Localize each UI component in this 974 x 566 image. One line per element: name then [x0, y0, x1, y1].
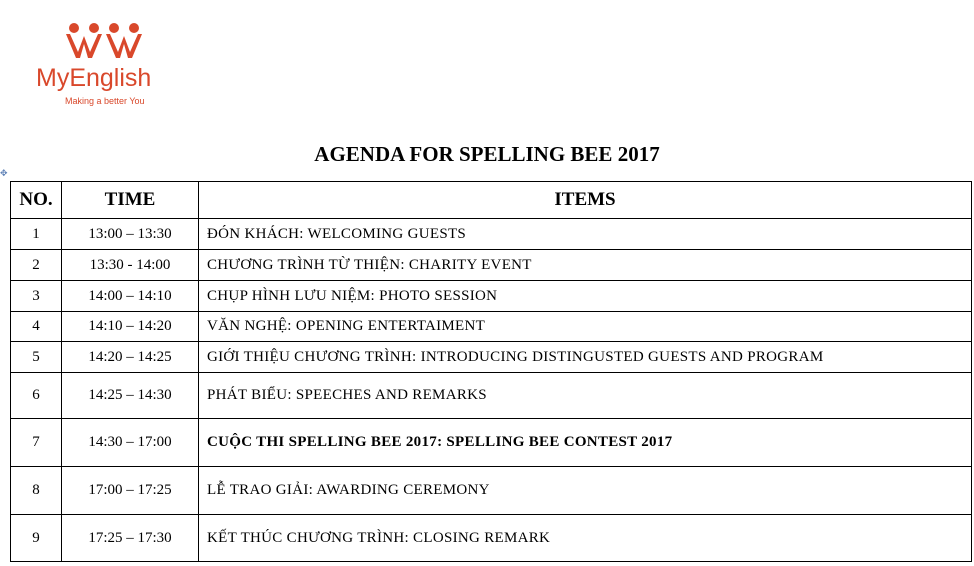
row-time: 13:00 – 13:30 — [62, 219, 199, 250]
row-time: 14:00 – 14:10 — [62, 281, 199, 312]
row-number: 6 — [11, 373, 62, 419]
row-item: CHƯƠNG TRÌNH TỪ THIỆN: CHARITY EVENT — [199, 250, 972, 281]
row-time: 13:30 - 14:00 — [62, 250, 199, 281]
table-row — [11, 219, 972, 250]
table-row — [11, 467, 972, 515]
row-item: PHÁT BIỂU: SPEECHES AND REMARKS — [199, 373, 972, 419]
row-time: 14:30 – 17:00 — [62, 419, 199, 467]
row-time: 14:10 – 14:20 — [62, 312, 199, 342]
myenglish-logo — [36, 22, 176, 112]
row-time: 14:20 – 14:25 — [62, 342, 199, 373]
row-item: VĂN NGHỆ: OPENING ENTERTAIMENT — [199, 312, 972, 342]
row-time: 17:25 – 17:30 — [62, 515, 199, 562]
row-item: GIỚI THIỆU CHƯƠNG TRÌNH: INTRODUCING DISTINGUSTED GUESTS AND PROGRAM — [199, 342, 972, 373]
row-item: CUỘC THI SPELLING BEE 2017: SPELLING BEE CONTEST 2017 — [199, 419, 972, 467]
row-item: CHỤP HÌNH LƯU NIỆM: PHOTO SESSION — [199, 281, 972, 312]
table-row — [11, 515, 972, 562]
table-row — [11, 281, 972, 312]
header-time: TIME — [62, 182, 199, 219]
row-item: LỄ TRAO GIẢI: AWARDING CEREMONY — [199, 467, 972, 515]
row-number: 7 — [11, 419, 62, 467]
brand-tagline: Making a better You — [65, 96, 145, 106]
document-title: AGENDA FOR SPELLING BEE 2017 — [314, 142, 660, 166]
header-items: ITEMS — [199, 182, 972, 219]
row-time: 17:00 – 17:25 — [62, 467, 199, 515]
header-no: NO. — [11, 182, 62, 219]
table-move-handle-icon[interactable]: ✥ — [0, 169, 8, 179]
row-number: 1 — [11, 219, 62, 250]
table-row — [11, 342, 972, 373]
table-row — [11, 373, 972, 419]
row-number: 8 — [11, 467, 62, 515]
row-number: 2 — [11, 250, 62, 281]
table-row — [11, 250, 972, 281]
row-number: 4 — [11, 312, 62, 342]
agenda-table — [10, 181, 972, 562]
row-number: 9 — [11, 515, 62, 562]
table-header-row — [11, 182, 972, 219]
brand-name: MyEnglish — [36, 64, 152, 92]
table-row — [11, 312, 972, 342]
row-item: ĐÓN KHÁCH: WELCOMING GUESTS — [199, 219, 972, 250]
row-number: 5 — [11, 342, 62, 373]
people-figures-icon — [64, 22, 146, 62]
table-row — [11, 419, 972, 467]
row-item: KẾT THÚC CHƯƠNG TRÌNH: CLOSING REMARK — [199, 515, 972, 562]
row-number: 3 — [11, 281, 62, 312]
row-time: 14:25 – 14:30 — [62, 373, 199, 419]
